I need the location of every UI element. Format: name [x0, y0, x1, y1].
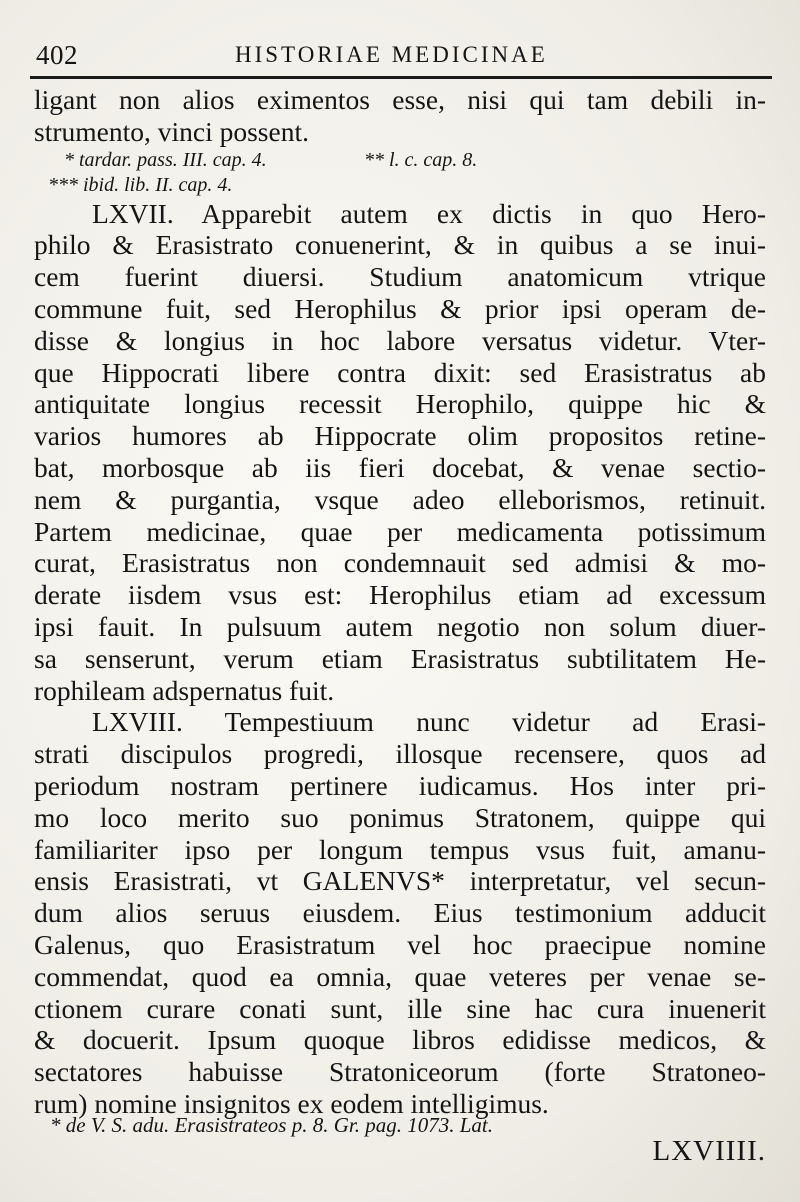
text-line: & docuerit. Ipsum quoque libros edidisse medicos, & — [34, 1024, 766, 1056]
text-line: strati discipulos progredi, illosque recensere, quos ad — [34, 738, 766, 770]
text-line: varios humores ab Hippocrate olim propositos retine- — [34, 420, 766, 452]
paragraph-lxviii — [34, 706, 766, 1119]
note-reference: *** ibid. lib. II. cap. 4. — [48, 173, 233, 196]
text-line: rophileam adspernatus fuit. — [34, 674, 335, 706]
text-line: philo & Erasistrato conuenerint, & in quibus a se inui- — [34, 229, 766, 261]
text-line: ctionem curare conati sunt, ille sine hac cura inuenerit — [34, 992, 766, 1024]
marginal-notes — [34, 148, 766, 198]
paragraph-lxvii — [34, 198, 766, 707]
text-line: ipsi fauit. In pulsuum autem negotio non solum diuer- — [34, 610, 766, 642]
text-line: periodum nostram pertinere iudicamus. Hos inter pri- — [34, 769, 766, 801]
text-line: sectatores habuisse Stratoniceorum (forte Stratoneo- — [34, 1056, 766, 1088]
footnote: * de V. S. adu. Erasistrateos p. 8. Gr. pag. 1073. Lat. — [50, 1113, 493, 1137]
running-head: HISTORIAE MEDICINAE — [235, 42, 548, 67]
text-line: commune fuit, sed Herophilus & prior ipsi operam de- — [34, 292, 766, 324]
catchword: LXVIIII. — [652, 1135, 766, 1167]
text-line: que Hippocrati libere contra dixit: sed Erasistratus ab — [34, 356, 766, 388]
text-line: nem & purgantia, vsque adeo elleborismos, retinuit. — [34, 483, 766, 515]
note-reference: ** l. c. cap. 8. — [364, 148, 478, 171]
text-line: Partem medicinae, quae per medicamenta potissimum — [34, 515, 766, 547]
text-line: bat, morbosque ab iis fieri docebat, & venae sectio- — [34, 451, 766, 483]
text-line: ensis Erasistrati, vt GALENVS* interpretatur, vel secun- — [34, 865, 766, 897]
text-line: strumento, vinci possent. — [34, 115, 309, 147]
text-line: antiquitate longius recessit Herophilo, quippe hic & — [34, 388, 766, 420]
text-line: Galenus, quo Erasistratum vel hoc praecipue nomine — [34, 928, 766, 960]
text-line: dum alios seruus eiusdem. Eius testimonium adducit — [34, 897, 766, 929]
header-rule — [30, 76, 772, 79]
text-line: commendat, quod ea omnia, quae veteres per venae se- — [34, 960, 766, 992]
text-line: curat, Erasistratus non condemnauit sed admisi & mo- — [34, 547, 766, 579]
text-line: sa senserunt, verum etiam Erasistratus subtilitatem He- — [34, 642, 766, 674]
text-line: LXVIII. Tempestiuum nunc videtur ad Erasi- — [92, 706, 766, 738]
body-text — [34, 84, 766, 1120]
text-line: disse & longius in hoc labore versatus videtur. Vter- — [34, 324, 766, 356]
text-line: familiariter ipso per longum tempus vsus fuit, amanu- — [34, 833, 766, 865]
text-line: LXVII. Apparebit autem ex dictis in quo Hero- — [92, 197, 766, 229]
text-line: derate iisdem vsus est: Herophilus etiam ad excessum — [34, 579, 766, 611]
text-line: cem fuerint diuersi. Studium anatomicum vtrique — [34, 261, 766, 293]
page-number: 402 — [36, 40, 78, 70]
note-reference: * tardar. pass. III. cap. 4. — [64, 148, 267, 171]
text-line: ligant non alios eximentos esse, nisi qui tam debili in- — [34, 84, 766, 115]
text-line: rum) nomine insignitos ex eodem intelligimus. — [34, 1087, 549, 1119]
text-line: mo loco merito suo ponimus Stratonem, quippe qui — [34, 801, 766, 833]
page-header — [30, 38, 770, 74]
